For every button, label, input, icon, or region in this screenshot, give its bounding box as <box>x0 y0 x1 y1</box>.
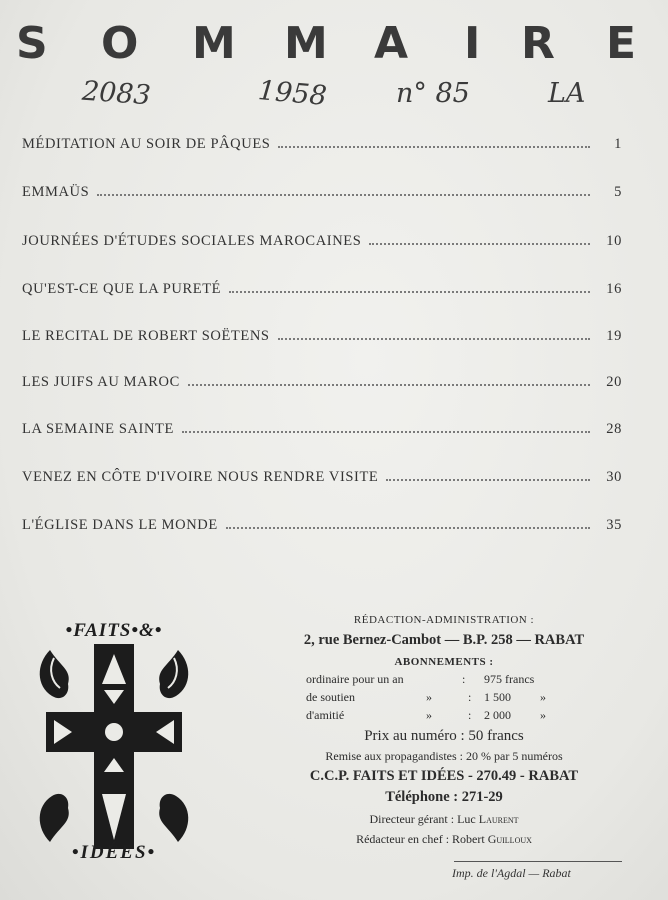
dot-leader <box>229 291 590 293</box>
subscription-label: d'amitié <box>306 708 345 722</box>
dot-leader <box>97 194 590 196</box>
toc-entry[interactable] <box>22 328 622 352</box>
toc-entry-page: 16 <box>606 281 622 297</box>
address-line: 2, rue Bernez-Cambot — B.P. 258 — RABAT <box>303 632 585 648</box>
dot-leader <box>278 338 590 340</box>
subscription-separator: : <box>468 708 472 722</box>
director-line <box>258 812 630 827</box>
issue-price: Prix au numéro : 50 francs <box>364 728 524 744</box>
subscriptions-heading: ABONNEMENTS : <box>394 656 494 668</box>
director-label: Directeur gérant : Luc <box>369 812 476 826</box>
title-letter: M <box>284 18 328 69</box>
title-letter: A <box>374 18 409 69</box>
dot-leader <box>386 479 590 481</box>
title-letter: R <box>521 18 555 69</box>
page-title <box>16 18 636 68</box>
toc-entry[interactable] <box>22 136 622 160</box>
handwritten-issue: n° 85 <box>396 78 470 109</box>
toc-entry[interactable] <box>22 233 622 257</box>
phone-line: Téléphone : 271-29 <box>385 789 503 805</box>
toc-entry[interactable] <box>22 374 622 398</box>
toc-entry-title: LE RECITAL DE ROBERT SOËTENS <box>22 328 270 344</box>
handwritten-reference: 2083 <box>81 75 152 112</box>
subscription-value: 1 500 <box>484 690 511 704</box>
title-letter: M <box>192 18 236 69</box>
toc-entry-page: 30 <box>606 469 622 485</box>
toc-entry-page: 1 <box>614 136 622 152</box>
subscription-separator: : <box>468 690 472 704</box>
toc-entry-page: 5 <box>614 184 622 200</box>
subscription-separator: : <box>462 672 466 686</box>
toc-entry[interactable] <box>22 517 622 541</box>
subscription-label: ordinaire pour un an <box>306 672 404 686</box>
toc-entry[interactable] <box>22 421 622 445</box>
cross-emblem-icon <box>28 644 200 849</box>
toc-entry-page: 35 <box>606 517 622 533</box>
toc-entry[interactable] <box>22 281 622 305</box>
subscription-ditto: » <box>426 708 432 722</box>
toc-entry-title: LA SEMAINE SAINTE <box>22 421 174 437</box>
editor-line <box>258 832 630 847</box>
faits-et-idees-logo <box>28 620 200 870</box>
dot-leader <box>188 384 590 386</box>
toc-entry[interactable] <box>22 469 622 493</box>
subscription-ditto: » <box>540 708 546 722</box>
subscription-label: de soutien <box>306 690 355 704</box>
editor-label: Rédacteur en chef : Robert <box>356 832 485 846</box>
logo-bottom-text: •IDÉES• <box>71 842 157 863</box>
title-letter: E <box>606 18 637 69</box>
toc-entry-title: MÉDITATION AU SOIR DE PÂQUES <box>22 136 271 152</box>
toc-entry-title: EMMAÜS <box>22 184 90 200</box>
redaction-heading: RÉDACTION-ADMINISTRATION : <box>353 614 535 626</box>
toc-entry-title: VENEZ EN CÔTE D'IVOIRE NOUS RENDRE VISITE <box>22 469 379 485</box>
dot-leader <box>278 146 590 148</box>
editor-name: Guilloux <box>487 832 532 846</box>
logo-top-text: •FAITS•&• <box>65 620 163 641</box>
title-letter: I <box>464 18 481 69</box>
subscription-value: 975 francs <box>484 672 535 686</box>
divider-line <box>454 861 622 862</box>
title-letter: O <box>101 18 139 69</box>
toc-entry-page: 10 <box>606 233 622 249</box>
handwritten-year: 1958 <box>256 75 328 112</box>
toc-entry-title: L'ÉGLISE DANS LE MONDE <box>22 517 218 533</box>
subscription-value: 2 000 <box>484 708 511 722</box>
toc-entry[interactable] <box>22 184 622 208</box>
toc-entry-page: 20 <box>606 374 622 390</box>
subscription-ditto: » <box>540 690 546 704</box>
printer-credit: Imp. de l'Agdal — Rabat <box>452 866 571 880</box>
handwritten-mark: LA <box>548 78 586 109</box>
dot-leader <box>182 431 590 433</box>
toc-entry-page: 28 <box>606 421 622 437</box>
toc-entry-page: 19 <box>606 328 622 344</box>
dot-leader <box>369 243 590 245</box>
dot-leader <box>226 527 590 529</box>
subscription-ditto: » <box>426 690 432 704</box>
title-letter: S <box>16 18 48 69</box>
discount-line: Remise aux propagandistes : 20 % par 5 numéros <box>325 749 563 763</box>
ccp-line: C.C.P. FAITS ET IDÉES - 270.49 - RABAT <box>309 768 579 784</box>
director-name: Laurent <box>478 812 519 826</box>
toc-entry-title: QU'EST-CE QUE LA PURETÉ <box>22 281 222 297</box>
toc-entry-title: JOURNÉES D'ÉTUDES SOCIALES MAROCAINES <box>22 233 362 249</box>
toc-entry-title: LES JUIFS AU MAROC <box>22 374 180 390</box>
